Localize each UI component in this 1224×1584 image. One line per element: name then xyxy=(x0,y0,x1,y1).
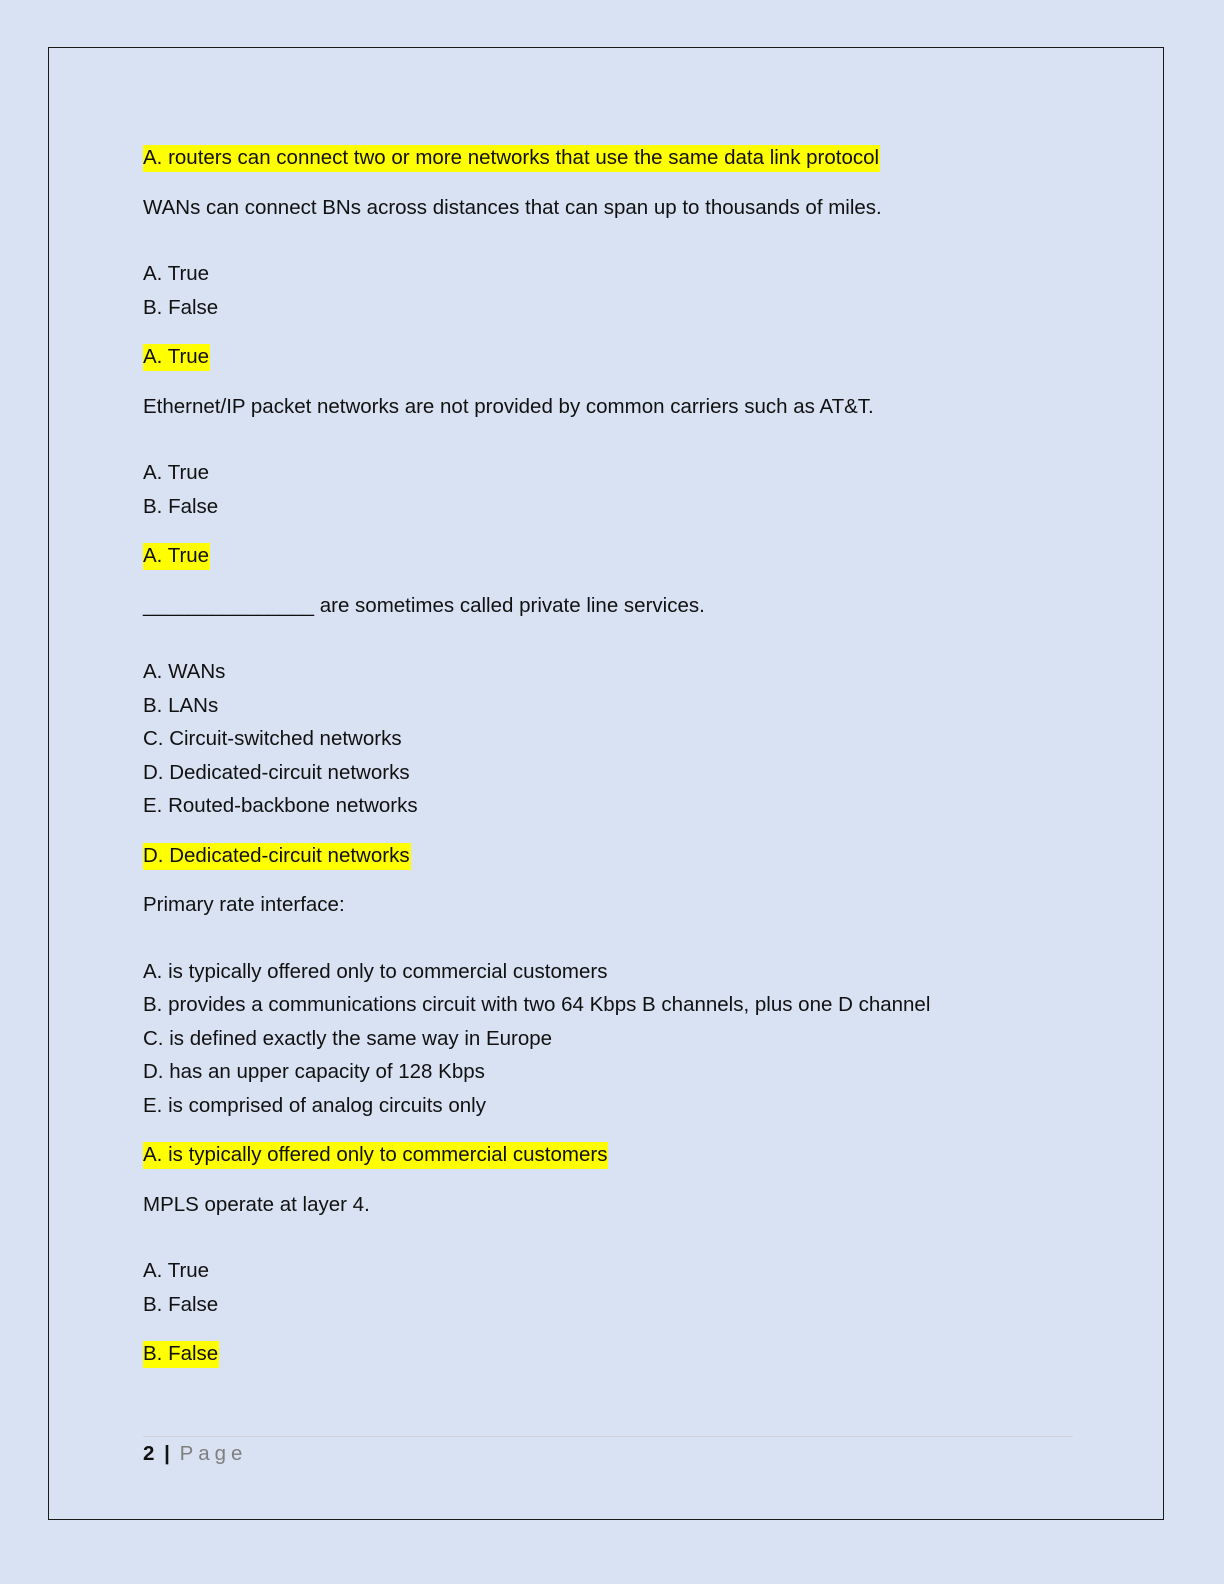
answer-line xyxy=(143,842,1083,876)
option-list xyxy=(143,658,1083,826)
spacer xyxy=(143,327,1083,343)
highlighted-answer: A. True xyxy=(143,344,210,371)
spacer xyxy=(143,1324,1083,1340)
option-item: D. has an upper capacity of 128 Kbps xyxy=(143,1060,485,1083)
option-item: E. Routed-backbone networks xyxy=(143,794,418,817)
highlighted-answer: A. is typically offered only to commercial customers xyxy=(143,1142,608,1169)
question-text: Ethernet/IP packet networks are not provided by common carriers such as AT&T. xyxy=(143,394,874,418)
question-text: Primary rate interface: xyxy=(143,893,345,916)
option-item: B. False xyxy=(143,1292,219,1316)
option-list xyxy=(143,459,1083,526)
spacer xyxy=(143,377,1083,393)
answer-line xyxy=(143,1141,1083,1175)
option-item: A. WANs xyxy=(143,660,226,683)
spacer xyxy=(143,826,1083,842)
question-text: _______________ are sometimes called private line services. xyxy=(143,593,705,617)
spacer xyxy=(143,426,1083,459)
option-list xyxy=(143,1257,1083,1324)
option-item: C. Circuit-switched networks xyxy=(143,727,402,750)
spacer xyxy=(143,526,1083,542)
option-item: D. Dedicated-circuit networks xyxy=(143,760,410,784)
spacer xyxy=(143,1175,1083,1191)
spacer xyxy=(143,625,1083,658)
spacer xyxy=(143,1224,1083,1257)
document-body xyxy=(143,144,1083,1374)
option-item: C. is defined exactly the same way in Europe xyxy=(143,1026,553,1050)
option-item: A. True xyxy=(143,262,210,285)
option-item: B. False xyxy=(143,295,219,319)
question-text: WANs can connect BNs across distances that can span up to thousands of miles. xyxy=(143,195,882,219)
page-footer xyxy=(143,1440,247,1468)
page-number: 2 xyxy=(143,1442,155,1465)
question-text: MPLS operate at layer 4. xyxy=(143,1192,370,1216)
option-item: A. is typically offered only to commercial customers xyxy=(143,959,608,983)
option-item: A. True xyxy=(143,1259,210,1282)
highlighted-answer: A. routers can connect two or more networks that use the same data link protocol xyxy=(143,145,880,172)
spacer xyxy=(143,227,1083,260)
spacer xyxy=(143,875,1083,891)
footer-rule xyxy=(143,1436,1073,1437)
spacer xyxy=(143,178,1083,194)
answer-line xyxy=(143,542,1083,576)
option-item: B. provides a communications circuit with two 64 Kbps B channels, plus one D channel xyxy=(143,993,931,1016)
option-list xyxy=(143,260,1083,327)
answer-line xyxy=(143,1340,1083,1374)
spacer xyxy=(143,1125,1083,1141)
spacer xyxy=(143,576,1083,592)
option-item: E. is comprised of analog circuits only xyxy=(143,1093,486,1117)
answer-line xyxy=(143,144,1083,178)
answer-line xyxy=(143,343,1083,377)
footer-separator: | xyxy=(164,1442,170,1465)
option-list xyxy=(143,958,1083,1126)
page-label: Page xyxy=(179,1442,248,1465)
option-item: A. True xyxy=(143,461,210,484)
option-item: B. LANs xyxy=(143,693,219,717)
option-item: B. False xyxy=(143,494,219,518)
spacer xyxy=(143,925,1083,958)
highlighted-answer: A. True xyxy=(143,543,210,570)
highlighted-answer: D. Dedicated-circuit networks xyxy=(143,843,411,870)
highlighted-answer: B. False xyxy=(143,1341,219,1368)
